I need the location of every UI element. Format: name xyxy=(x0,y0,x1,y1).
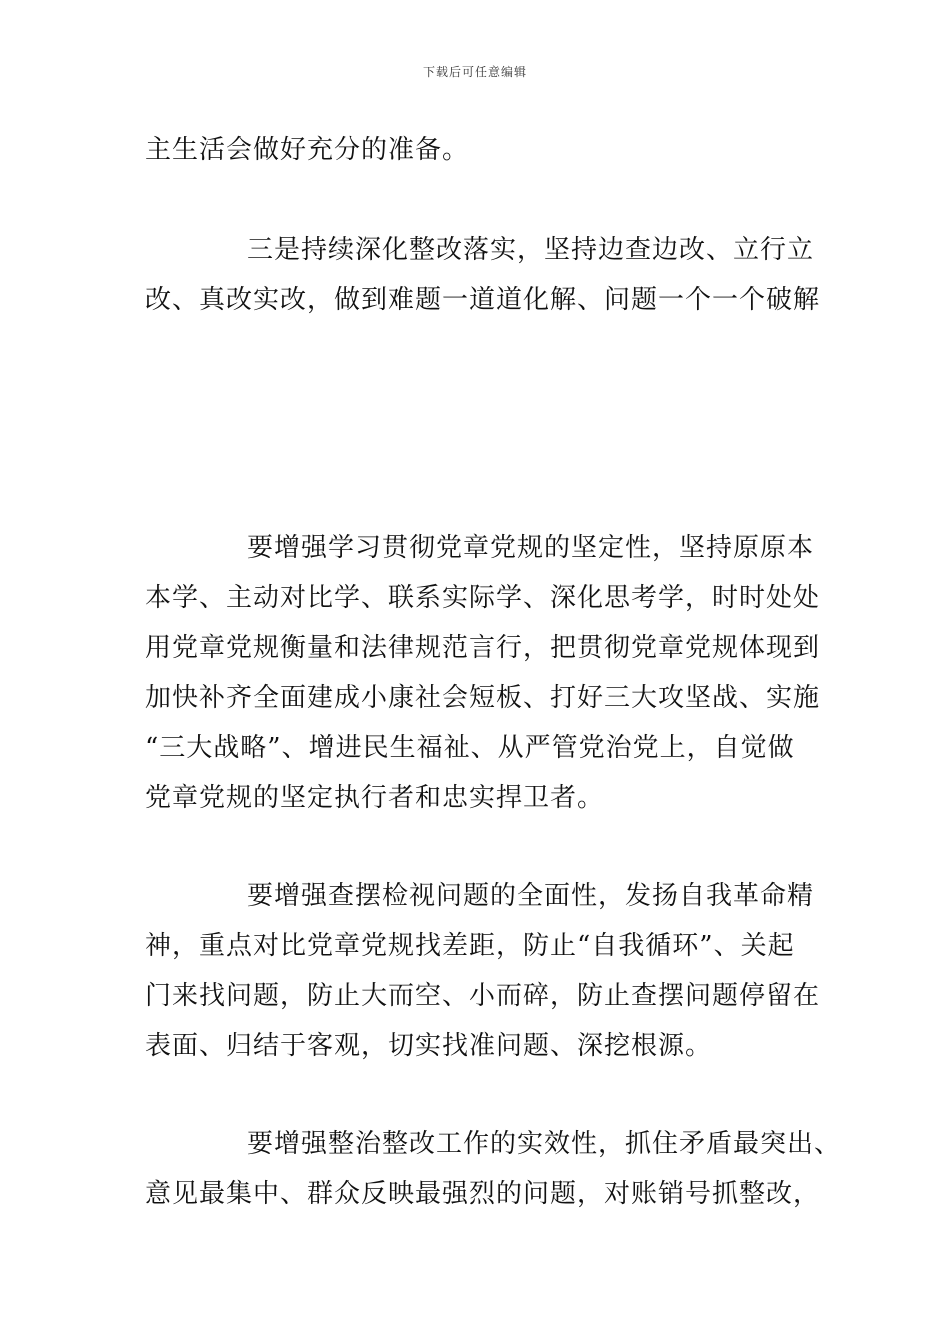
paragraph-line: 要增强整治整改工作的实效性，抓住矛盾最突出、 xyxy=(247,1129,842,1159)
paragraph-line: 表面、归结于客观，切实找准问题、深挖根源。 xyxy=(145,1031,713,1061)
paragraph-line: 要增强学习贯彻党章党规的坚定性，坚持原原本 xyxy=(247,533,815,563)
page-header: 下载后可任意编辑 xyxy=(422,65,527,79)
paragraph-line: 用党章党规衡量和法律规范言行，把贯彻党章党规体现到 xyxy=(145,633,821,663)
paragraph-line: 加快补齐全面建成小康社会短板、打好三大攻坚战、实施 xyxy=(145,683,821,713)
paragraph-line: 主生活会做好充分的准备。 xyxy=(145,135,470,165)
paragraph-line: 本学、主动对比学、联系实际学、深化思考学，时时处处 xyxy=(145,583,821,613)
paragraph-line: 神，重点对比党章党规找差距，防止“自我循环”、关起 xyxy=(145,931,795,961)
paragraph-line: 改、真改实改，做到难题一道道化解、问题一个一个破解 xyxy=(145,285,821,315)
paragraph-line: “三大战略”、增进民生福祉、从严管党治党上，自觉做 xyxy=(145,733,795,763)
paragraph-line: 要增强查摆检视问题的全面性，发扬自我革命精 xyxy=(247,881,815,911)
paragraph-line: 三是持续深化整改落实，坚持边查边改、立行立 xyxy=(247,235,815,265)
paragraph-line: 门来找问题，防止大而空、小而碎，防止查摆问题停留在 xyxy=(145,981,821,1011)
paragraph-line: 党章党规的坚定执行者和忠实捍卫者。 xyxy=(145,783,605,813)
paragraph-line: 意见最集中、群众反映最强烈的问题，对账销号抓整改， xyxy=(145,1179,821,1209)
